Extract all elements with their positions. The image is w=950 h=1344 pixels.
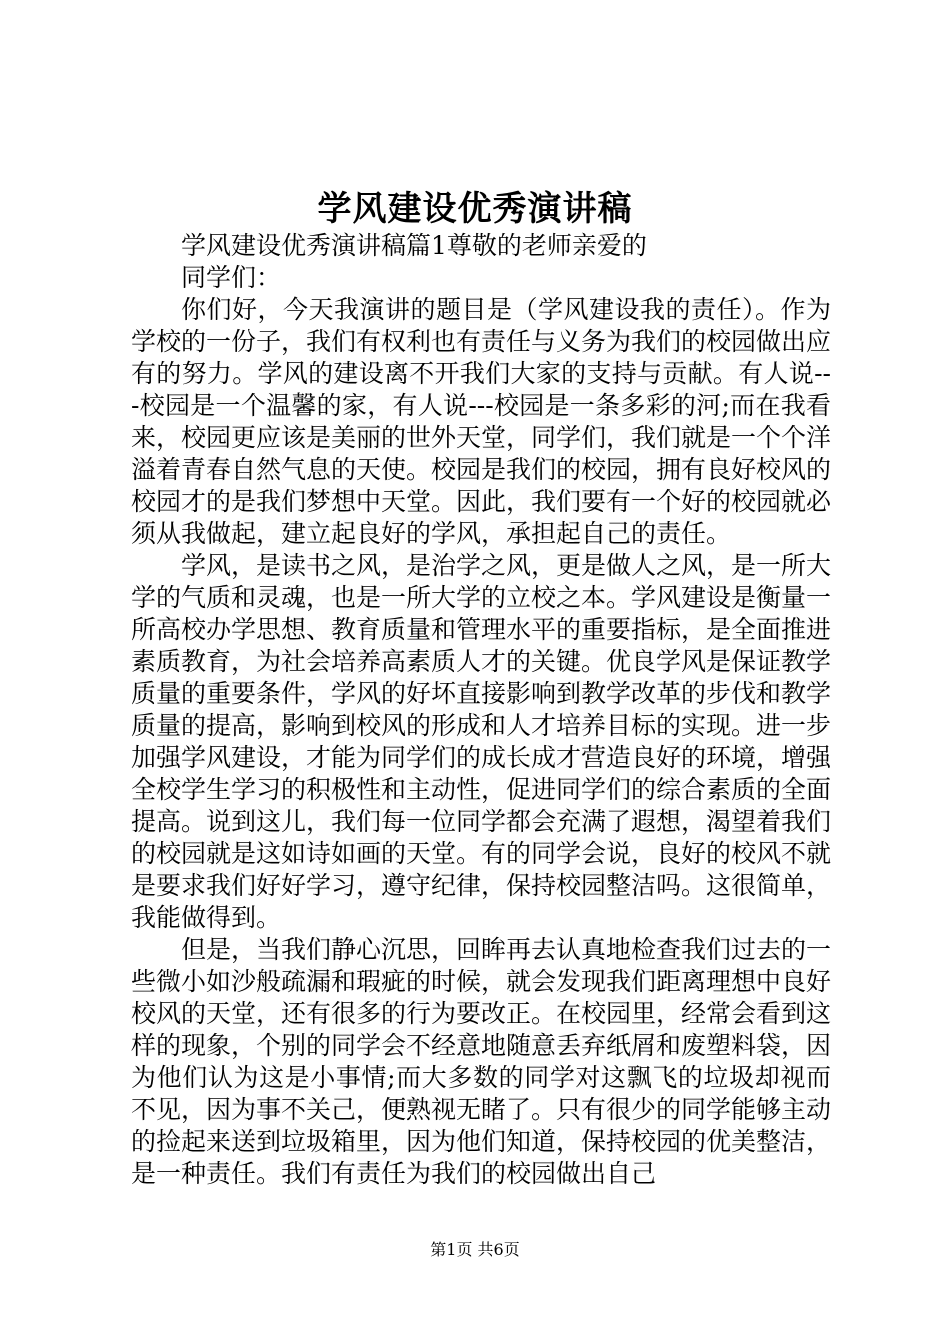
body-paragraph: 你们好，今天我演讲的题目是（学风建设我的责任）。作为学校的一份子，我们有权利也有责任与义务为我们的校园做出应有的努力。学风的建设离不开我们大家的支持与贡献。有人说---校园是一个温馨的家，有人说---校园是一条多彩的河;而在我看来，校园更应该是美丽的世外天堂，同学们，我们就是一个个洋溢着青春自然气息的天使。校园是我们的校园，拥有良好校风的校园才的是我们梦想中天堂。因此，我们要有一个好的校园就必须从我做起，建立起良好的学风，承担起自己的责任。 [131,295,832,548]
intro-line: 同学们： [181,263,282,292]
document-title: 学风建设优秀演讲稿 [317,189,633,229]
intro-line: 学风建设优秀演讲稿篇1尊敬的老师亲爱的 [181,231,647,260]
document-body [131,230,831,1190]
body-paragraph: 但是，当我们静心沉思，回眸再去认真地检查我们过去的一些微小如沙般疏漏和瑕疵的时候，就会发现我们距离理想中良好校风的天堂，还有很多的行为要改正。在校园里，经常会看到这样的现象，个别的同学会不经意地随意丢弃纸屑和废塑料袋，因为他们认为这是小事情;而大多数的同学对这飘飞的垃圾却视而不见，因为事不关己，便熟视无睹了。只有很少的同学能够主动的捡起来送到垃圾箱里，因为他们知道，保持校园的优美整洁，是一种责任。我们有责任为我们的校园做出自己 [131,935,832,1188]
body-paragraph: 学风，是读书之风，是治学之风，更是做人之风，是一所大学的气质和灵魂，也是一所大学的立校之本。学风建设是衡量一所高校办学思想、教育质量和管理水平的重要指标，是全面推进素质教育，为社会培养高素质人才的关键。优良学风是保证教学质量的重要条件，学风的好坏直接影响到教学改革的步伐和教学质量的提高，影响到校风的形成和人才培养目标的实现。进一步加强学风建设，才能为同学们的成长成才营造良好的环境，增强全校学生学习的积极性和主动性，促进同学们的综合素质的全面提高。说到这儿，我们每一位同学都会充满了遐想，渴望着我们的校园就是这如诗如画的天堂。有的同学会说，良好的校风不就是要求我们好好学习，遵守纪律，保持校园整洁吗。这很简单，我能做得到。 [131,551,832,932]
page-footer: 第1页 共6页 [430,1240,520,1259]
